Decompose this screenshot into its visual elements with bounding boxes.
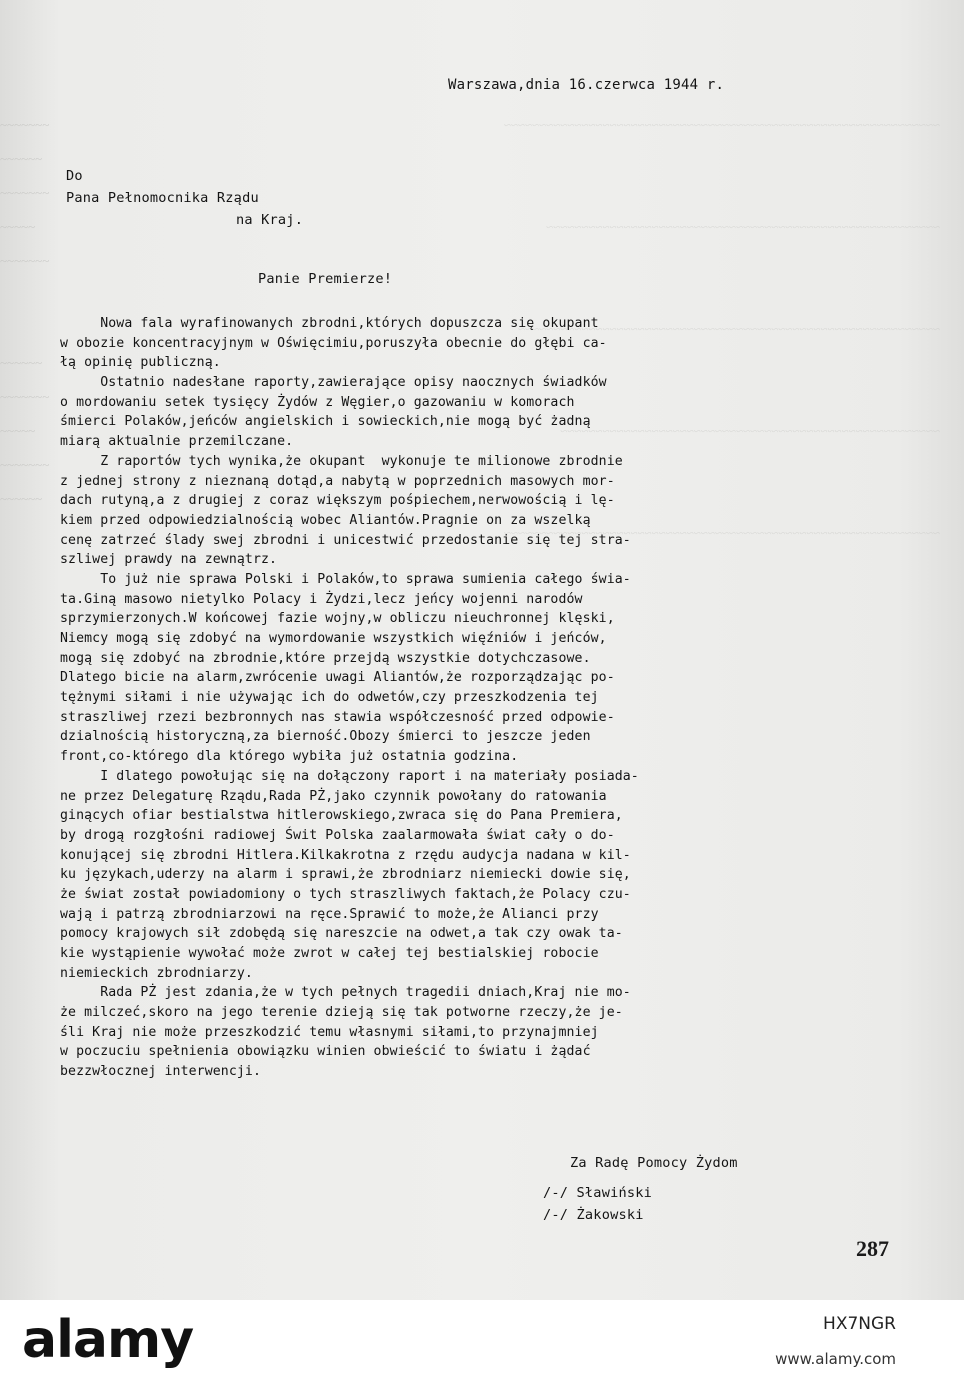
letter-body-line: kie wystąpienie wywołać może zwrot w całej tej bestialskiej robocie (60, 946, 599, 961)
letter-body-line: niemieckich zbrodniarzy. (60, 965, 253, 981)
signatory: /-/ Żakowski (543, 1207, 644, 1223)
stock-watermark-bar (0, 1300, 964, 1390)
letter-body-line: dzialnością historyczną,za bierność.Obozy śmierci to jeszcze jeden (60, 729, 591, 745)
letter-body-line: w obozie koncentracyjnym w Oświęcimiu,poruszyła obecnie do głębi ca- (60, 335, 607, 351)
alamy-logo: alamy (22, 1310, 194, 1370)
letter-body-line: ta.Giną masowo nietylko Polacy i Żydzi,lecz jeńcy wojenni narodów (60, 591, 583, 607)
letter-body-line: mogą się zdobyć na zbrodnie,które przejdą wszystkie dotychczasowe. (60, 650, 591, 666)
letter-body-line: ku językach,uderzy na alarm i sprawi,że zbrodniarz niemiecki dowie się, (60, 867, 631, 883)
stock-url: www.alamy.com (775, 1350, 896, 1368)
letter-body-line: Niemcy mogą się zdobyć na wymordowanie wszystkich więźniów i jeńców, (60, 631, 607, 646)
page-number: 287 (856, 1236, 889, 1261)
letter-body-line: To już nie sprawa Polski i Polaków,to sprawa sumienia całego świa- (60, 571, 631, 587)
letter-body-line: straszliwej rzezi bezbronnych nas stawia współczesność przed odpowie- (60, 709, 615, 725)
letter-body (60, 314, 920, 1082)
letter-body-line: Rada PŻ jest zdania,że w tych pełnych tragedii dniach,Kraj nie mo- (60, 985, 631, 1001)
letter-body-line: o mordowaniu setek tysięcy Żydów z Węgier,o gazowaniu w komorach (60, 394, 575, 410)
addressee-line: na Kraj. (236, 212, 304, 228)
letter-body-line: szliwej prawdy na zewnątrz. (60, 552, 278, 568)
addressee-line: Pana Pełnomocnika Rządu (66, 190, 259, 206)
letter-body-line: cenę zatrzeć ślady swej zbrodni i unicestwić przedostanie się tej stra- (60, 532, 631, 548)
letter-body-line: konującej się zbrodni Hitlera.Kilkakrotna z rzędu audycja nadana w kil- (60, 847, 631, 863)
letter-body-line: ne przez Delegaturę Rządu,Rada PŻ,jako czynnik powołany do ratowania (60, 788, 607, 804)
bleed-through-text-left: ~~~~~~~ ~~~~~~ ~~~~~~~ ~~~~~ ~~~~~~~ ~~~~~~ ~~~~~~~ ~~~~~ ~~~~~~~ ~~~~~~ (0, 117, 50, 506)
letter-body-line: śmierci Polaków,jeńców angielskich i sowieckich,nie mogą być żadną (60, 414, 591, 430)
letter-body-line: Z raportów tych wynika,że okupant wykonuje te milionowe zbrodnie (60, 453, 623, 469)
signatory: /-/ Sławiński (543, 1185, 652, 1201)
signature-heading: Za Radę Pomocy Żydom (570, 1155, 738, 1171)
stock-image-id: HX7NGR (823, 1314, 896, 1334)
letter-body-line: tężnymi siłami i nie używając ich do odwetów,czy przeszkodzenia tej (60, 690, 599, 706)
letter-body-line: I dlatego powołując się na dołączony raport i na materiały posiada- (60, 768, 639, 784)
letter-body-line: ginących ofiar bestialstwa hitlerowskiego,zwraca się do Pana Premiera, (60, 808, 623, 824)
letter-body-line: dach rutyną,a z drugiej z coraz większym pośpiechem,nerwowością i lę- (60, 493, 615, 509)
bleed-through-text-right: ~~~~~~~~~~~~~~~~~~~~~~~~~~~~~~~~~~~~~~~~~~~~~~~~~~~~~~~~~~~~~~ ~~~~~~~~~~~~~~~~~~~~~~~~~~~~~~~~~~~~~~~~~~~~~~~~~~~~~~~~ ~~~~~~~~~~~~~~~~~~~~~~~~~~~~~~~~~~~~~~~~~~~~~~~~~~~~~~~~~~~~ ~~~~~~~~~~~~~~~~~~~~~~~~~~~~~~~~~~~~~~~~~~~~~~~~~~~~~~ ~~~~~~~~~~~~~~~~~~~~~~~~~~~~~~~~~~~~~~~~~~~~~~~~~~~~~~~~~~~~~~ (503, 117, 940, 540)
letter-body-line: wają i patrzą zbrodniarzowi na ręce.Sprawić to może,że Alianci przy (60, 906, 599, 922)
letter-body-line: że świat został powiadomiony o tych straszliwych faktach,że Polacy czu- (60, 886, 631, 902)
letter-date: Warszawa,dnia 16.czerwca 1944 r. (448, 77, 725, 93)
letter-body-line: Ostatnio nadesłane raporty,zawierające opisy naocznych świadków (60, 375, 607, 391)
letter-body-line: sprzymierzonych.W końcowej fazie wojny,w obliczu nieuchronnej klęski, (60, 611, 615, 627)
letter-body-line: śli Kraj nie może przeszkodzić temu własnymi siłami,to przynajmniej (60, 1024, 599, 1040)
letter-body-line: by drogą rozgłośni radiowej Świt Polska zaalarmowała świat cały o do- (60, 827, 615, 843)
letter-body-line: bezzwłocznej interwencji. (60, 1064, 261, 1080)
letter-body-line: pomocy krajowych sił zdobędą się nareszcie na odwet,a tak czy owak ta- (60, 926, 623, 942)
addressee-line: Do (66, 168, 83, 184)
letter-body-line: z jednej strony z nieznaną dotąd,a nabytą w poprzednich masowych mor- (60, 473, 615, 489)
letter-body-line: Nowa fala wyrafinowanych zbrodni,których dopuszcza się okupant (60, 316, 599, 331)
letter-body-line: miarą aktualnie przemilczane. (60, 434, 294, 450)
salutation: Panie Premierze! (258, 271, 393, 287)
letter-body-line: Dlatego bicie na alarm,zwrócenie uwagi Aliantów,że rozporządzając po- (60, 670, 615, 686)
letter-body-line: kiem przed odpowiedzialnością wobec Aliantów.Pragnie on za wszelką (60, 512, 591, 528)
letter-body-line: front,co-którego dla którego wybiła już ostatnia godzina. (60, 749, 519, 765)
letter-body-line: w poczuciu spełnienia obowiązku winien obwieścić to światu i żądać (60, 1044, 591, 1060)
letter-body-line: łą opinię publiczną. (60, 355, 221, 371)
letter-body-line: że milczeć,skoro na jego terenie dzieją się tak potworne rzeczy,że je- (60, 1005, 623, 1021)
